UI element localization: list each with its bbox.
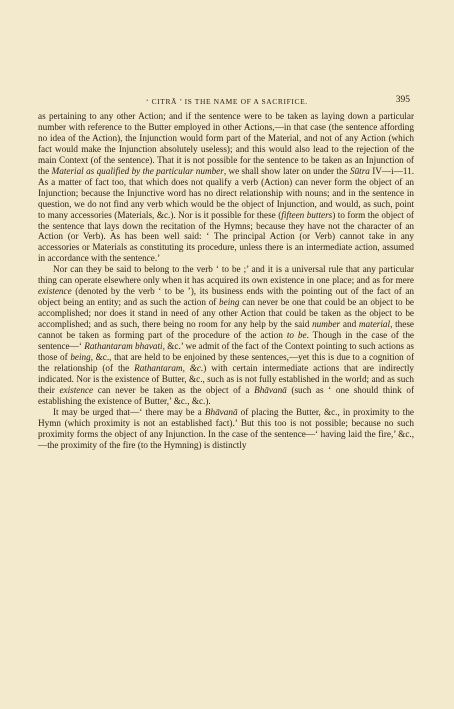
text-run: , &c., that are held to be enjoined by these sentences,—yet this is due to a cognition of the relationship (of the	[38, 351, 415, 373]
text-run: (denoted by the verb ‘ to be ’), its business ends with the pointing out of the fact of an object being an entity; and as such the action of	[38, 286, 414, 308]
italic-text: Bhāvanā	[204, 406, 238, 417]
text-run: IV—i—11. As a matter of fact too, that which does not qualify a verb (Action) can never form the object of an Injunction; because the Injunctive word has no direct relationship with nouns; and in the sentence in question, we do not find any verb which would be the object of Injunction, and would, as such, point to many accessories (Materials, &c.). Nor is it possible for these (	[38, 165, 414, 220]
italic-text: to be	[286, 330, 307, 341]
running-head	[38, 95, 414, 111]
italic-text: existence	[59, 384, 94, 395]
text-run: of placing the Butter, &c., in proximity to the Hymn (which proximity is not an established fact).’ But this too is not possible; because no such proximity forms the object of any Injunction. In the case of the sentence—‘ having laid the fire,’ &c.,—the proximity of the fire (to the Hymning) is distinctly	[38, 406, 414, 450]
body-text	[38, 111, 414, 451]
italic-text: being	[70, 351, 91, 362]
text-run: , we shall show later on under the	[223, 165, 350, 176]
paragraph	[38, 407, 414, 451]
text-run: ) with certain intermediate actions that are indirectly indicated. Nor is the existence of Butter, &c., such as is not fully established in the world; and as such their	[38, 362, 414, 395]
italic-text: fifteen butters	[281, 209, 333, 220]
text-run: It may be urged that—‘ there may be a	[53, 406, 205, 417]
text-run: can never be one that could be an object to be accomplished; nor does it stand in need of any other Action that could be taken as the object to be accomplished; and as such, there being no room for any help by the said	[38, 297, 415, 330]
italic-text: material	[358, 319, 391, 330]
running-title: ‘ CITRĀ ’ IS THE NAME OF A SACRIFICE.	[146, 97, 308, 106]
paragraph	[38, 111, 414, 264]
paragraph	[38, 264, 414, 406]
text-run: , &c.’ we admit of the fact of the Context pointing to such actions as those of	[38, 341, 414, 362]
text-run: (such as ‘ one should think of establishing the existence of Butter,’ &c., &c.).	[38, 384, 415, 406]
italic-text: Bhāvanā	[254, 384, 287, 395]
italic-text: being	[219, 297, 240, 308]
italic-text: Material as qualified by the particular number	[51, 165, 224, 176]
text-run: and	[340, 319, 359, 330]
text-run: Nor can they be said to belong to the verb ‘ to be ;’ and it is a universal rule that any particular thing can operate elsewhere only when it has acquired its own existence in one place; and as for mere	[38, 264, 414, 286]
text-run: . Though in the case of the sentence—‘	[38, 330, 414, 352]
text-run: ,	[182, 362, 190, 373]
italic-text: number	[312, 319, 341, 330]
text-run: ) to form the object of the sentence that lays down the recitation of the Hymns; because they have not the character of an Action (or Verb). As has been well said: ‘ The principal Action (or Verb) cannot take in any accessories or Materials as constituting its procedure, unless there is an intermediate action, assumed in accordance with the sentence.’	[38, 209, 414, 264]
italic-text: Rathantaram	[134, 362, 183, 373]
book-page	[38, 95, 414, 451]
page-number: 395	[395, 95, 410, 105]
italic-text: Rathantaram bhavati	[84, 341, 163, 352]
text-run: as pertaining to any other Action; and if the sentence were to be taken as laying down a particular number with reference to the Butter employed in other Actions,—in that case (the sentence affording no idea of the Action), the Injunction would form part of the Material, and not of any Action (which fact would make the Injunction absolutely useless); and this would also lead to the rejection of the main Context (of the sentence). That it is not possible for the sentence to be taken as an Injunction of the	[38, 111, 414, 176]
italic-text: existence	[38, 286, 72, 297]
text-run: can never be taken as the object of a	[93, 384, 255, 395]
italic-text: Sūtra	[349, 165, 370, 176]
italic-text: &c.	[189, 362, 204, 373]
text-run: , these cannot be taken as forming part of the procedure of the action	[38, 319, 414, 341]
